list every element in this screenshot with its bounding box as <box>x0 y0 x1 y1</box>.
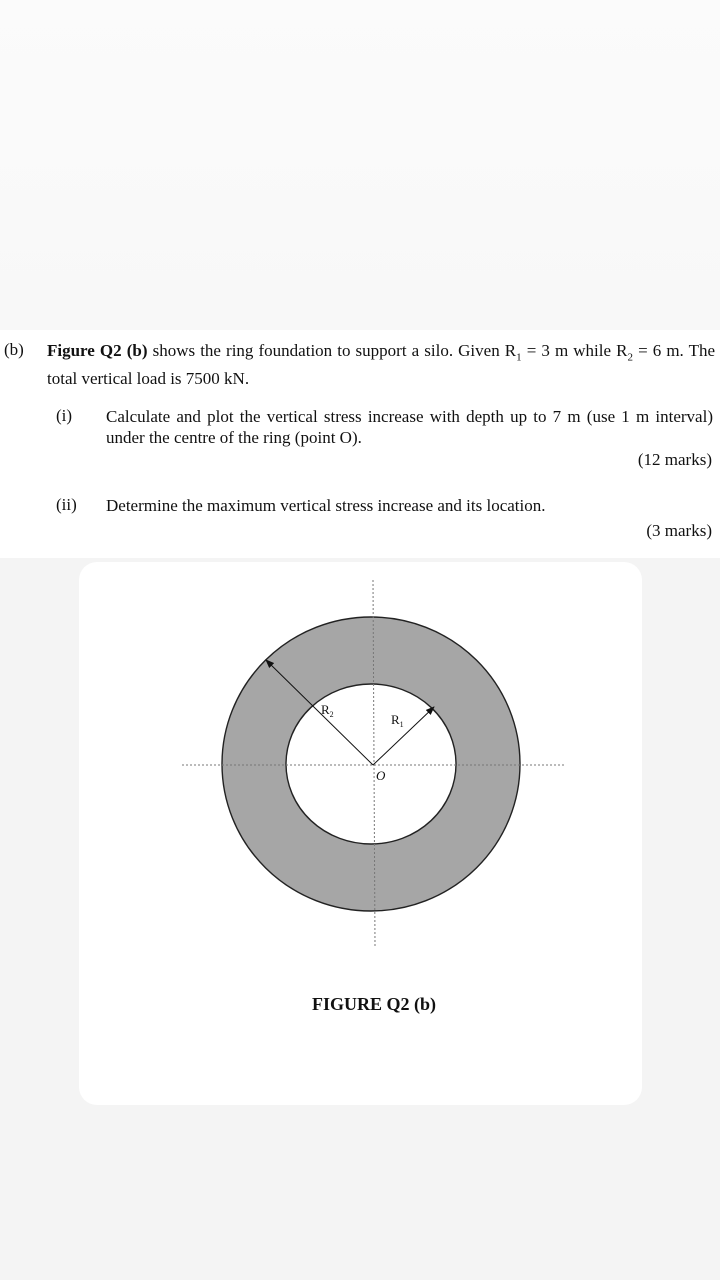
r1-label: $R_1$ <box>391 712 404 729</box>
r1-subscript: 1 <box>516 351 522 364</box>
figure-caption: FIGURE Q2 (b) <box>311 994 436 1014</box>
subquestion-2-marks: (3 marks) <box>646 521 712 540</box>
r1-radius-arrow <box>373 707 434 765</box>
question-text-part1: shows the ring foundation to support a silo. Given R <box>147 341 517 360</box>
subquestion-1-marks: (12 marks) <box>637 450 712 469</box>
subquestion-2-text: Determine the maximum vertical stress increase and its location. <box>106 496 546 515</box>
r2-label: $R_2$ <box>321 702 334 719</box>
question-text-part2: = 3 m while R <box>521 341 628 360</box>
figure-reference: Figure Q2 (b) <box>47 341 148 360</box>
question-label: (b) <box>4 340 24 359</box>
subquestion-2-label: (ii) <box>56 495 77 514</box>
question-text-part3: = 6 m. The total vertical load is 7500 kN. <box>47 341 716 389</box>
r2-subscript: 2 <box>627 351 633 364</box>
center-point-label: O <box>376 768 386 783</box>
subquestion-1-label: (i) <box>56 406 73 425</box>
subquestion-1-text: Calculate and plot the vertical stress increase with depth up to 7 m (use 1 m interval) under the centre of the ring (point O). <box>106 407 713 447</box>
